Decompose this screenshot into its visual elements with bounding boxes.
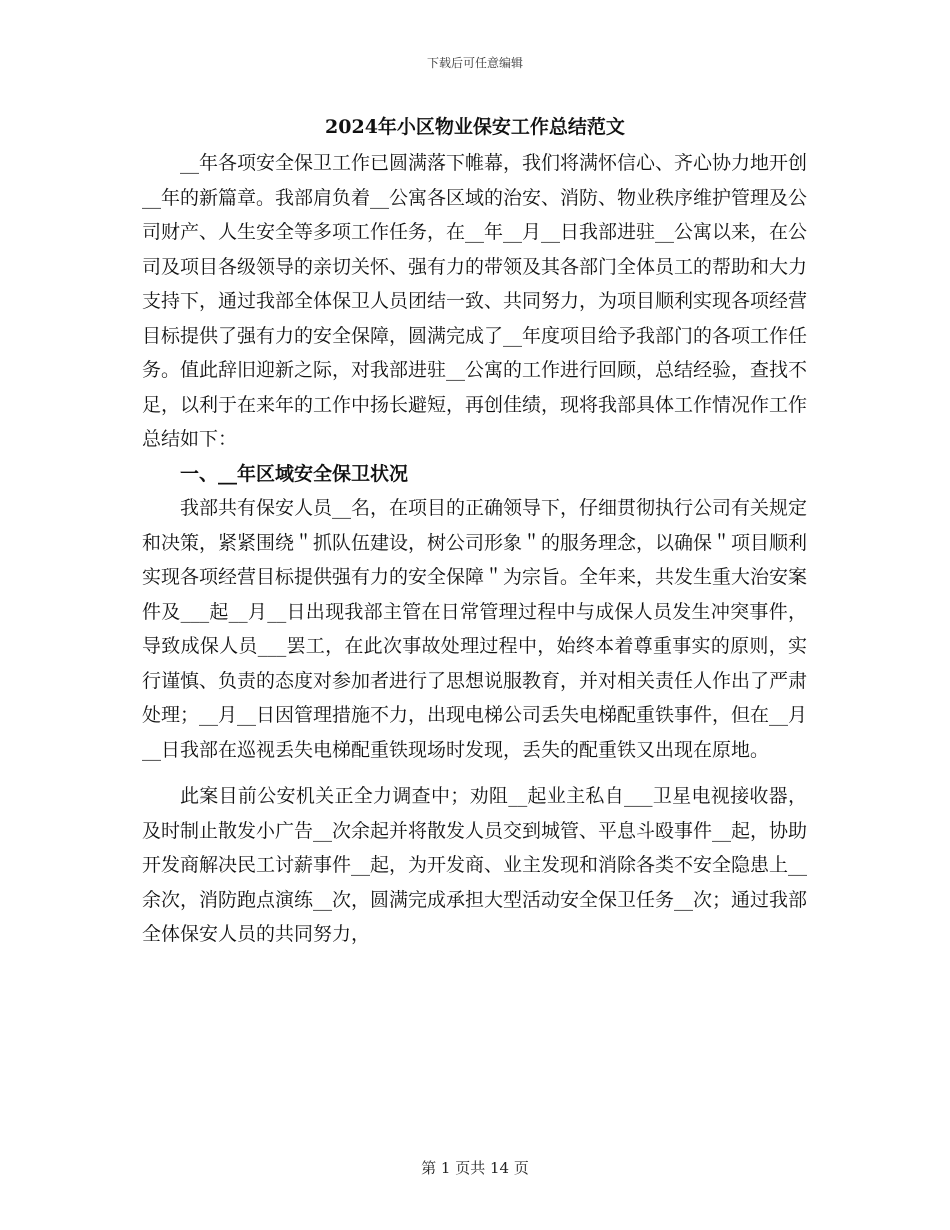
document-title: 2024年小区物业保安工作总结范文 — [325, 116, 625, 138]
document-body — [142, 146, 807, 952]
section-heading-1: 一、__年区域安全保卫状况 — [180, 462, 409, 485]
paragraph-security-status: 我部共有保安人员__名，在项目的正确领导下，仔细贯彻执行公司有关规定和决策，紧紧围绕＂抓队伍建设，树公司形象＂的服务理念，以确保＂项目顺利实现各项经营目标提供强有力的安全保障＂为宗旨。全年来，共发生重大治安案件及___起__月__日出现我部主管在日常管理过程中与成保人员发生冲突事件，导致成保人员___罢工，在此次事故处理过程中，始终本着尊重事实的原则，实行谨慎、负责的态度对参加者进行了思想说服教育，并对相关责任人作出了严肃处理；__月__日因管理措施不力，出现电梯公司丢失电梯配重铁事件，但在__月__日我部在巡视丢失电梯配重铁现场时发现，丢失的配重铁又出现在原地。 — [142, 497, 808, 761]
paragraph-intro: __年各项安全保卫工作已圆满落下帷幕，我们将满怀信心、齐心协力地开创__年的新篇章。我部肩负着__公寓各区域的治安、消防、物业秩序维护管理及公司财产、人生安全等多项工作任务，在__年__月__日我部进驻__公寓以来，在公司及项目各级领导的亲切关怀、强有力的带领及其各部门全体员工的帮助和大力支持下，通过我部全体保卫人员团结一致、共同努力，为项目顺利实现各项经营目标提供了强有力的安全保障，圆满完成了__年度项目给予我部门的各项工作任务。值此辞旧迎新之际，对我部进驻__公寓的工作进行回顾，总结经验，查找不足，以利于在来年的工作中扬长避短，再创佳绩，现将我部具体工作情况作工作总结如下： — [142, 152, 808, 450]
header-note: 下载后可任意编辑 — [426, 56, 523, 70]
paragraph-case-investigation: 此案目前公安机关正全力调查中；劝阻__起业主私自___卫星电视接收器，及时制止散发小广告__次余起并将散发人员交到城管、平息斗殴事件__起，协助开发商解决民工讨薪事件__起，为开发商、业主发现和消除各类不安全隐患上__余次，消防跑点演练__次，圆满完成承担大型活动安全保卫任务__次；通过我部全体保安人员的共同努力， — [142, 785, 808, 945]
page-number: 第 1 页共 14 页 — [421, 1159, 529, 1177]
